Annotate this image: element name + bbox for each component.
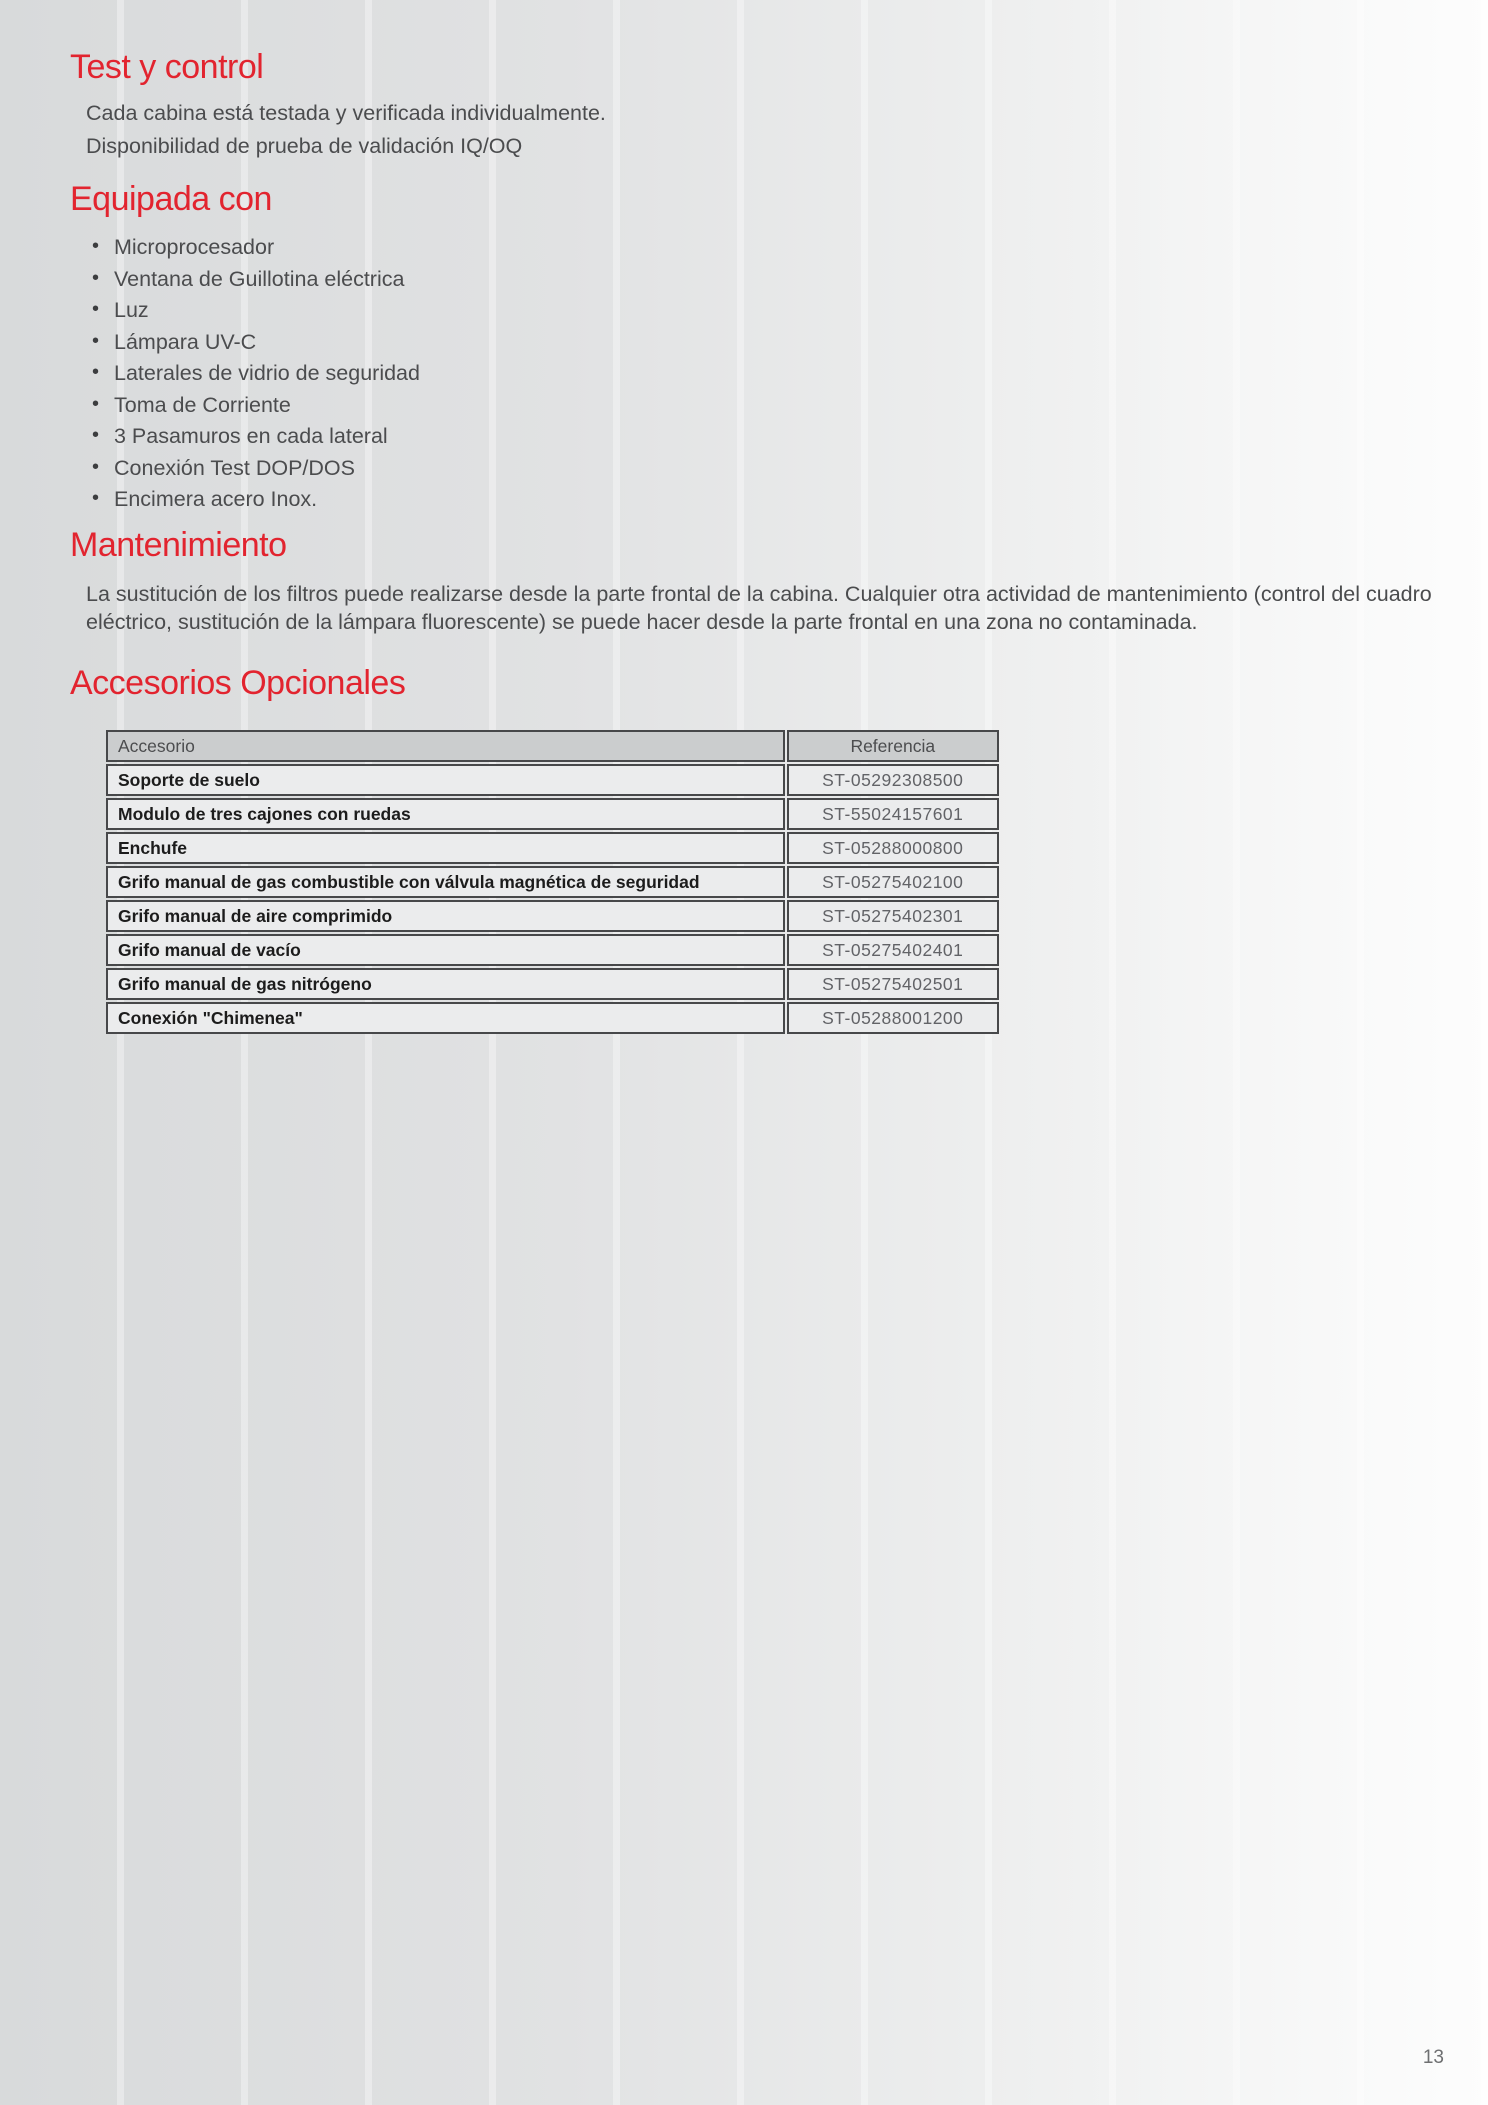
section-equipada-con [70, 178, 1488, 512]
bullet-item: • Lámpara UV-C [92, 329, 1488, 355]
section-title-equipada-con: Equipada con [70, 180, 272, 218]
bullet-item: • Encimera acero Inox. [92, 486, 1488, 512]
accessories-table [104, 728, 1001, 1036]
accessories-table-head [106, 730, 999, 762]
table-row [106, 1002, 999, 1034]
accessory-name-cell: Grifo manual de gas nitrógeno [106, 968, 785, 1000]
section-test-control [70, 46, 1488, 160]
accessory-name-cell: Grifo manual de aire comprimido [106, 900, 785, 932]
column-header-referencia: Referencia [787, 730, 999, 762]
page-number: 13 [1422, 2047, 1444, 2068]
section-title-accesorios: Accesorios Opcionales [70, 664, 406, 702]
accessory-name-cell: Enchufe [106, 832, 785, 864]
bullet-item: • Toma de Corriente [92, 392, 1488, 418]
accessory-reference-cell: ST-05275402301 [787, 900, 999, 932]
section-accesorios-opcionales [70, 662, 1488, 1036]
accessory-name-cell: Conexión "Chimenea" [106, 1002, 785, 1034]
bullet-item: • Microprocesador [92, 234, 1488, 260]
accessory-name-cell: Modulo de tres cajones con ruedas [106, 798, 785, 830]
bullet-item: • 3 Pasamuros en cada lateral [92, 423, 1488, 449]
table-row [106, 764, 999, 796]
table-row [106, 832, 999, 864]
accessory-name-cell: Soporte de suelo [106, 764, 785, 796]
table-row [106, 798, 999, 830]
maintenance-paragraph: La sustitución de los filtros puede realizarse desde la parte frontal de la cabina. Cualquier otra actividad de mantenimiento (control del cuadro eléctrico, sustitución de la lámpara fluorescente) se puede hacer desde la parte frontal en una zona no contaminada. [86, 582, 1432, 634]
table-row [106, 866, 999, 898]
table-row [106, 934, 999, 966]
accessory-reference-cell: ST-05275402401 [787, 934, 999, 966]
bullet-item: • Conexión Test DOP/DOS [92, 455, 1488, 481]
table-row [106, 900, 999, 932]
column-header-accesorio: Accesorio [106, 730, 785, 762]
accessory-reference-cell: ST-05288000800 [787, 832, 999, 864]
accessories-table-body [106, 764, 999, 1034]
table-row [106, 968, 999, 1000]
accessory-name-cell: Grifo manual de gas combustible con válvula magnética de seguridad [106, 866, 785, 898]
accessory-reference-cell: ST-05292308500 [787, 764, 999, 796]
equipment-bullet-list [92, 234, 1488, 512]
bullet-item: • Laterales de vidrio de seguridad [92, 360, 1488, 386]
table-header-row [106, 730, 999, 762]
accessory-reference-cell: ST-05275402501 [787, 968, 999, 1000]
accessory-reference-cell: ST-05288001200 [787, 1002, 999, 1034]
paragraph-line: Disponibilidad de prueba de validación IQ/OQ [86, 134, 523, 158]
section-mantenimiento [70, 524, 1488, 636]
bullet-item: • Ventana de Guillotina eléctrica [92, 266, 1488, 292]
accessory-name-cell: Grifo manual de vacío [106, 934, 785, 966]
accessory-reference-cell: ST-55024157601 [787, 798, 999, 830]
test-control-text [86, 100, 1488, 160]
section-title-test-control: Test y control [70, 48, 264, 86]
section-title-mantenimiento: Mantenimiento [70, 526, 287, 564]
paragraph-line: Cada cabina está testada y verificada individualmente. [86, 101, 606, 125]
accessory-reference-cell: ST-05275402100 [787, 866, 999, 898]
bullet-item: • Luz [92, 297, 1488, 323]
